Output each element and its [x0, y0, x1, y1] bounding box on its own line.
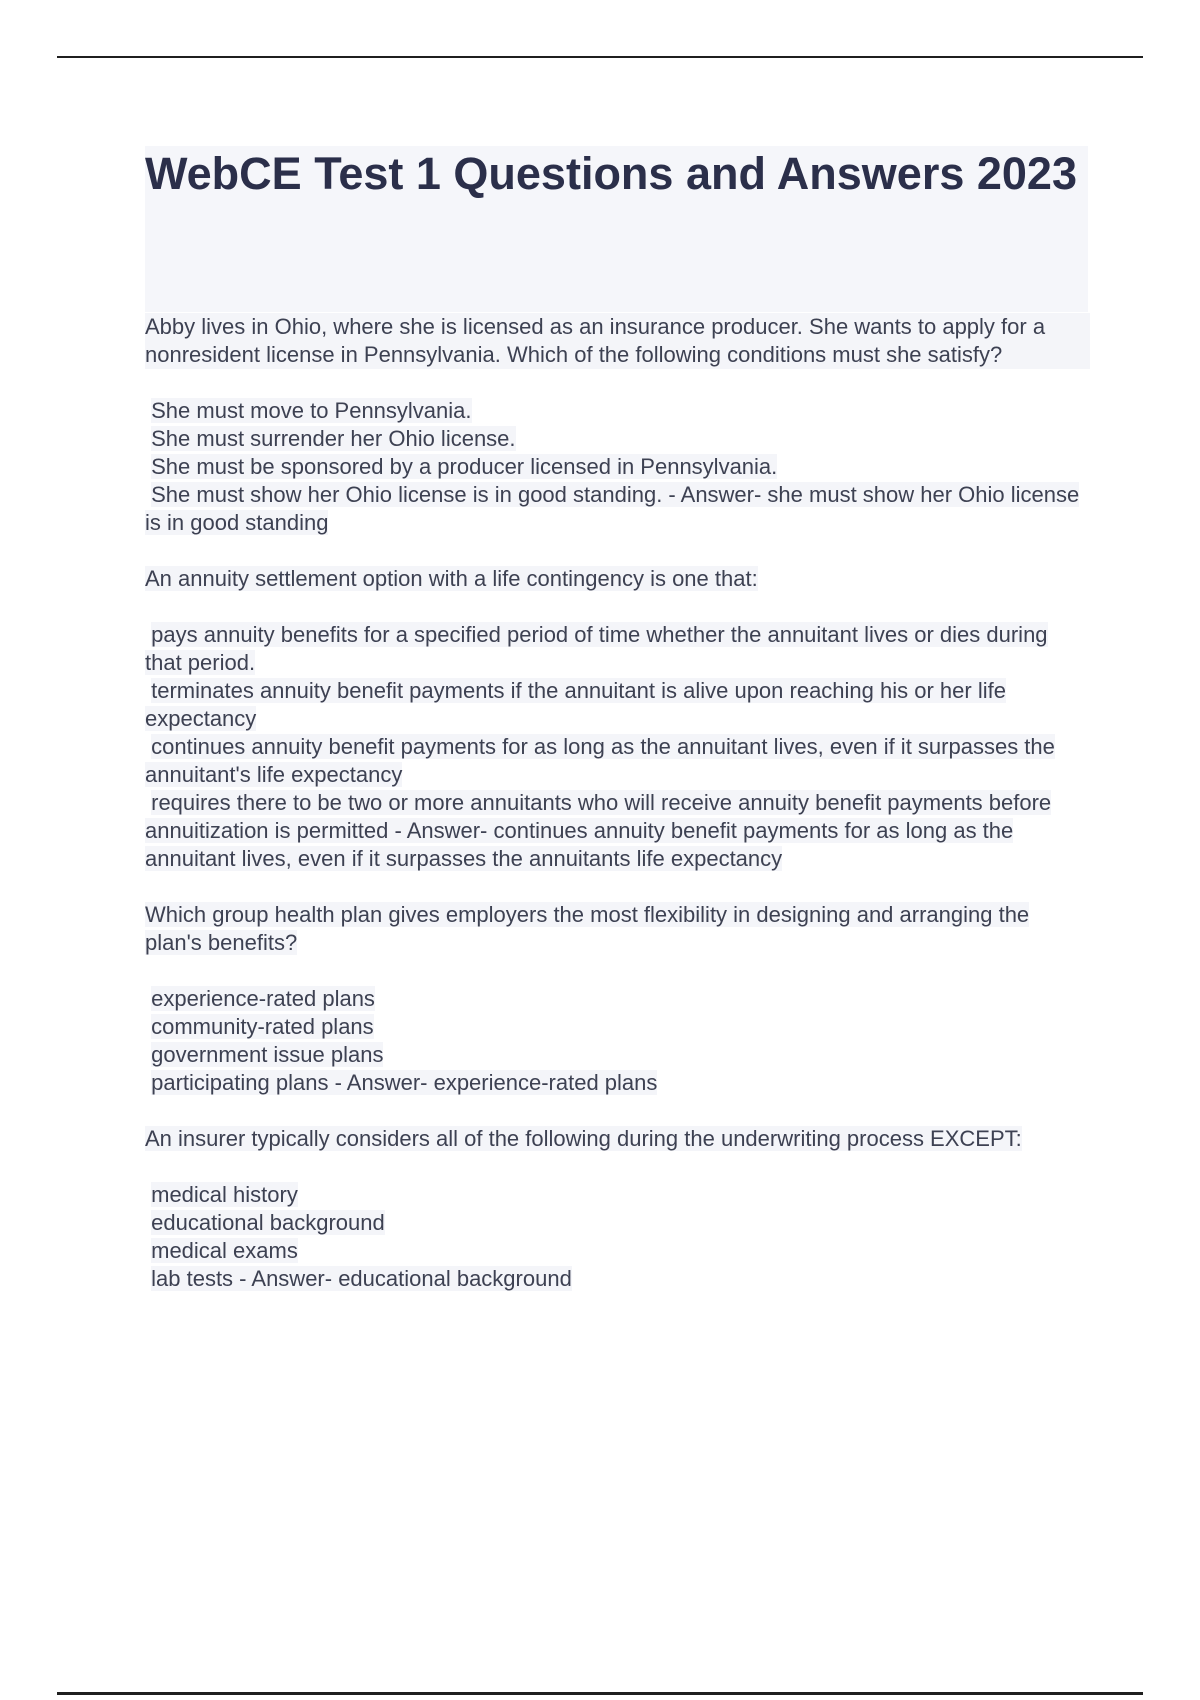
- answer-option: She must surrender her Ohio license.: [151, 426, 516, 451]
- answer-option: pays annuity benefits for a specified period of time whether the annuitant lives or dies during that period.: [145, 622, 1048, 675]
- page-title: WebCE Test 1 Questions and Answers 2023: [145, 148, 1077, 199]
- title-block: [145, 146, 1088, 312]
- bottom-rule: [57, 1692, 1143, 1695]
- top-rule: [57, 56, 1143, 58]
- answer-option: She must move to Pennsylvania.: [151, 398, 472, 423]
- answer-option: government issue plans: [151, 1042, 384, 1067]
- answer-options: [145, 621, 1090, 873]
- question-block-4: [145, 1125, 1090, 1293]
- document-body: [145, 313, 1090, 1321]
- answer-option-with-answer: participating plans - Answer- experience-rated plans: [151, 1070, 658, 1095]
- question-text: An insurer typically considers all of the following during the underwriting process EXCEPT:: [145, 1126, 1022, 1151]
- question-block-1: [145, 313, 1090, 537]
- question-block-2: [145, 565, 1090, 873]
- question-block-3: [145, 901, 1090, 1097]
- answer-option: terminates annuity benefit payments if the annuitant is alive upon reaching his or her life expectancy: [145, 678, 1006, 731]
- answer-option-with-answer: She must show her Ohio license is in good standing. - Answer- she must show her Ohio license is in good standing: [145, 482, 1080, 535]
- answer-option: She must be sponsored by a producer licensed in Pennsylvania.: [151, 454, 778, 479]
- answer-options: [145, 985, 1090, 1097]
- question-text: Abby lives in Ohio, where she is licensed as an insurance producer. She wants to apply for a nonresident license in Pennsylvania. Which of the following conditions must she satisfy?: [145, 313, 1090, 369]
- answer-option: experience-rated plans: [151, 986, 375, 1011]
- question-text: An annuity settlement option with a life contingency is one that:: [145, 566, 758, 591]
- answer-option: community-rated plans: [151, 1014, 374, 1039]
- answer-options: [145, 1181, 1090, 1293]
- answer-option: medical history: [151, 1182, 298, 1207]
- answer-option: continues annuity benefit payments for as long as the annuitant lives, even if it surpasses the annuitant's life expectancy: [145, 734, 1055, 787]
- answer-option-with-answer: lab tests - Answer- educational background: [151, 1266, 572, 1291]
- answer-options: [145, 397, 1090, 537]
- question-text: Which group health plan gives employers the most flexibility in designing and arranging the plan's benefits?: [145, 902, 1030, 955]
- answer-option-with-answer: requires there to be two or more annuitants who will receive annuity benefit payments before annuitization is permitted - Answer- continues annuity benefit payments for as long as the annuitant lives, even if it surpasses the annuitants life expectancy: [145, 790, 1052, 871]
- answer-option: medical exams: [151, 1238, 298, 1263]
- answer-option: educational background: [151, 1210, 385, 1235]
